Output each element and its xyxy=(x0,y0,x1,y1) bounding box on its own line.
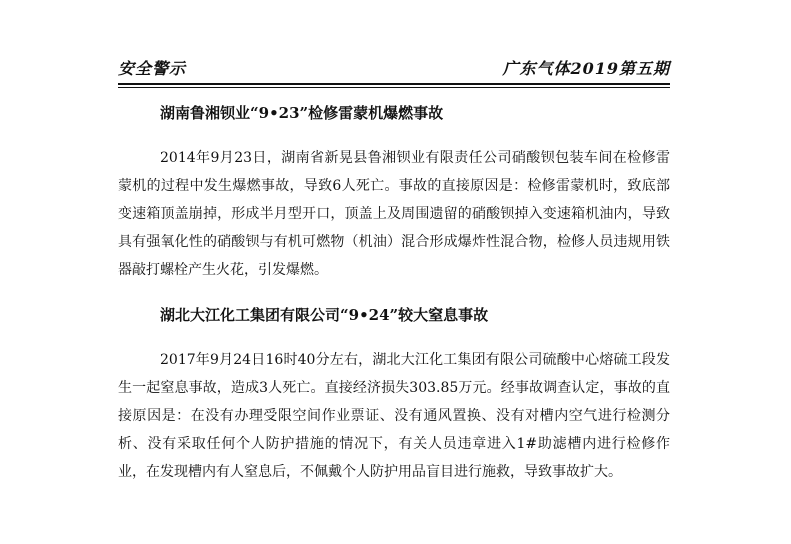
header-section-label: 安全警示 xyxy=(118,59,187,78)
section-gap xyxy=(118,284,670,298)
header-divider-thin xyxy=(118,87,670,88)
header-publication-issue: 广东气体2019第五期 xyxy=(502,59,670,78)
section-2-title: 湖北大江化工集团有限公司“9•24”较大窒息事故 xyxy=(160,306,489,324)
section-2-spacer xyxy=(118,332,670,346)
section-1-paragraph: 2014年9月23日，湖南省新晃县鲁湘钡业有限责任公司硝酸钡包装车间在检修雷蒙机的过程中发生爆燃事故，导致6人死亡。事故的直接原因是：检修雷蒙机时，致底部变速箱顶盖崩掉，形成半月型开口，顶盖上及周围遗留的硝酸钡掉入变速箱机油内，导致具有强氧化性的硝酸钡与有机可燃物（机油）混合形成爆炸性混合物，检修人员违规用铁器敲打螺栓产生火花，引发爆燃。 xyxy=(118,150,670,278)
section-1-spacer xyxy=(118,130,670,144)
section-1-title: 湖南鲁湘钡业“9•23”检修雷蒙机爆燃事故 xyxy=(160,104,444,122)
article-body xyxy=(118,96,670,486)
section-2-paragraph: 2017年9月24日16时40分左右，湖北大江化工集团有限公司硫酸中心熔硫工段发生一起窒息事故，造成3人死亡。直接经济损失303.85万元。经事故调查认定，事故的直接原因是：在没有办理受限空间作业票证、没有通风置换、没有对槽内空气进行检测分析、没有采取任何个人防护措施的情况下，有关人员违章进入1#助滤槽内进行检修作业，在发现槽内有人窒息后，不佩戴个人防护用品盲目进行施救，导致事故扩大。 xyxy=(118,352,670,480)
header-divider xyxy=(118,83,670,85)
